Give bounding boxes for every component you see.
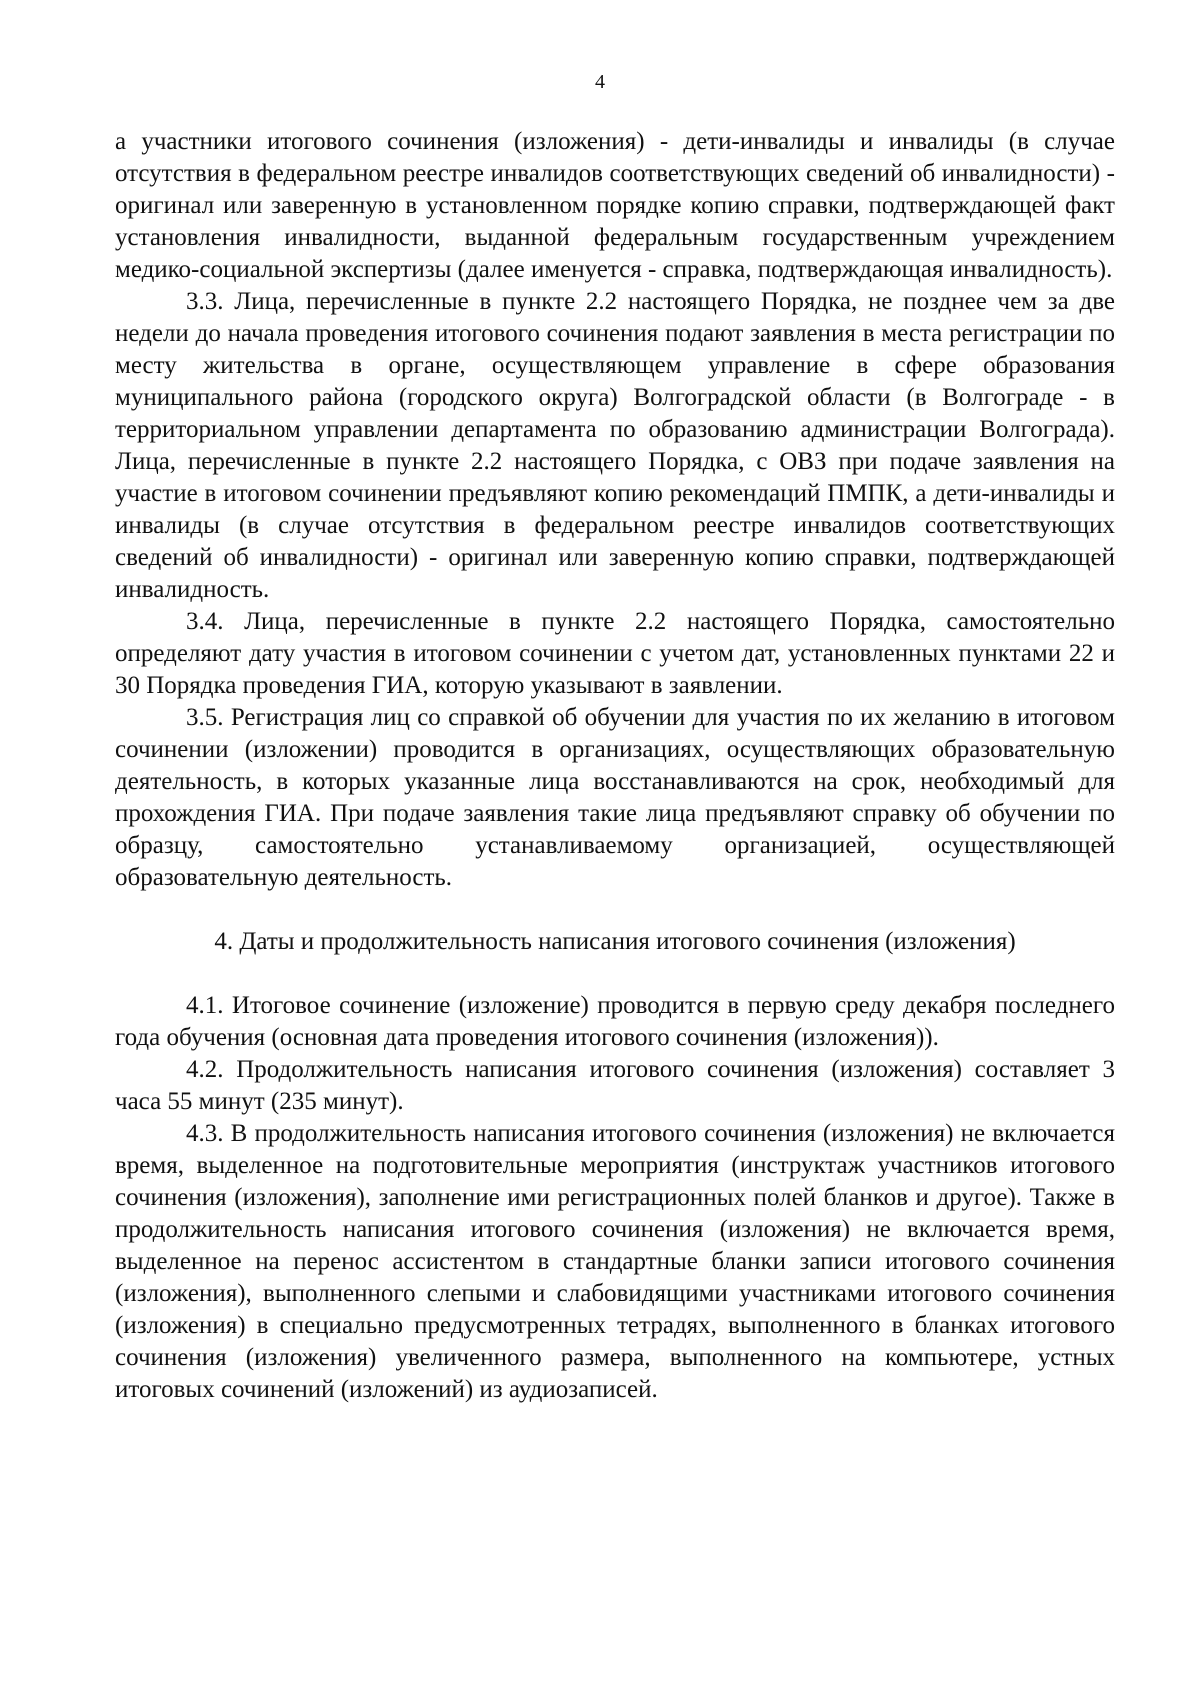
section-heading: 4. Даты и продолжительность написания итогового сочинения (изложения)	[214, 928, 1016, 955]
paragraph-3-4: 3.4. Лица, перечисленные в пункте 2.2 настоящего Порядка, самостоятельно определяют дату участия в итоговом сочинении с учетом дат, установленных пунктами 22 и 30 Порядка проведения ГИА, которую указывают в заявлении.	[115, 608, 1115, 699]
paragraph-3-3: 3.3. Лица, перечисленные в пункте 2.2 настоящего Порядка, не позднее чем за две недели до начала проведения итогового сочинения подают заявления в места регистрации по месту жительства в органе, осуществляющем управление в сфере образования муниципального района (городского округа) Волгоградской области (в Волгограде - в территориальном управлении департамента по образованию администрации Волгограда). Лица, перечисленные в пункте 2.2 настоящего Порядка, с ОВЗ при подаче заявления на участие в итоговом сочинении предъявляют копию рекомендаций ПМПК, а дети-инвалиды и инвалиды (в случае отсутствия в федеральном реестре инвалидов соответствующих сведений об инвалидности) - оригинал или заверенную копию справки, подтверждающей инвалидность.	[115, 288, 1115, 603]
paragraph-4-1: 4.1. Итоговое сочинение (изложение) проводится в первую среду декабря последнего года обучения (основная дата проведения итогового сочинения (изложения)).	[115, 992, 1115, 1051]
paragraph-4-3: 4.3. В продолжительность написания итогового сочинения (изложения) не включается время, выделенное на подготовительные мероприятия (инструктаж участников итогового сочинения (изложения), заполнение ими регистрационных полей бланков и другое). Также в продолжительность написания итогового сочинения (изложения) не включается время, выделенное на перенос ассистентом в стандартные бланки записи итогового сочинения (изложения), выполненного слепыми и слабовидящими участниками итогового сочинения (изложения) в специально предусмотренных тетрадях, выполненного в бланках итогового сочинения (изложения) увеличенного размера, выполненного на компьютере, устных итоговых сочинений (изложений) из аудиозаписей.	[115, 1120, 1115, 1403]
paragraph-continuation: а участники итогового сочинения (изложения) - дети-инвалиды и инвалиды (в случае отсутствия в федеральном реестре инвалидов соответствующих сведений об инвалидности) - оригинал или заверенную в установленном порядке копию справки, подтверждающей факт установления инвалидности, выданной федеральным государственным учреждением медико-социальной экспертизы (далее именуется - справка, подтверждающая инвалидность).	[115, 128, 1115, 283]
document-body	[115, 126, 1115, 1406]
paragraph-3-5: 3.5. Регистрация лиц со справкой об обучении для участия по их желанию в итоговом сочинении (изложении) проводится в организациях, осуществляющих образовательную деятельность, в которых указанные лица восстанавливаются на срок, необходимый для прохождения ГИА. При подаче заявления такие лица предъявляют справку об обучении по образцу, самостоятельно устанавливаемому организацией, осуществляющей образовательную деятельность.	[115, 704, 1115, 891]
page-number: 4	[595, 71, 605, 93]
paragraph-4-2: 4.2. Продолжительность написания итогового сочинения (изложения) составляет 3 часа 55 минут (235 минут).	[115, 1056, 1115, 1115]
